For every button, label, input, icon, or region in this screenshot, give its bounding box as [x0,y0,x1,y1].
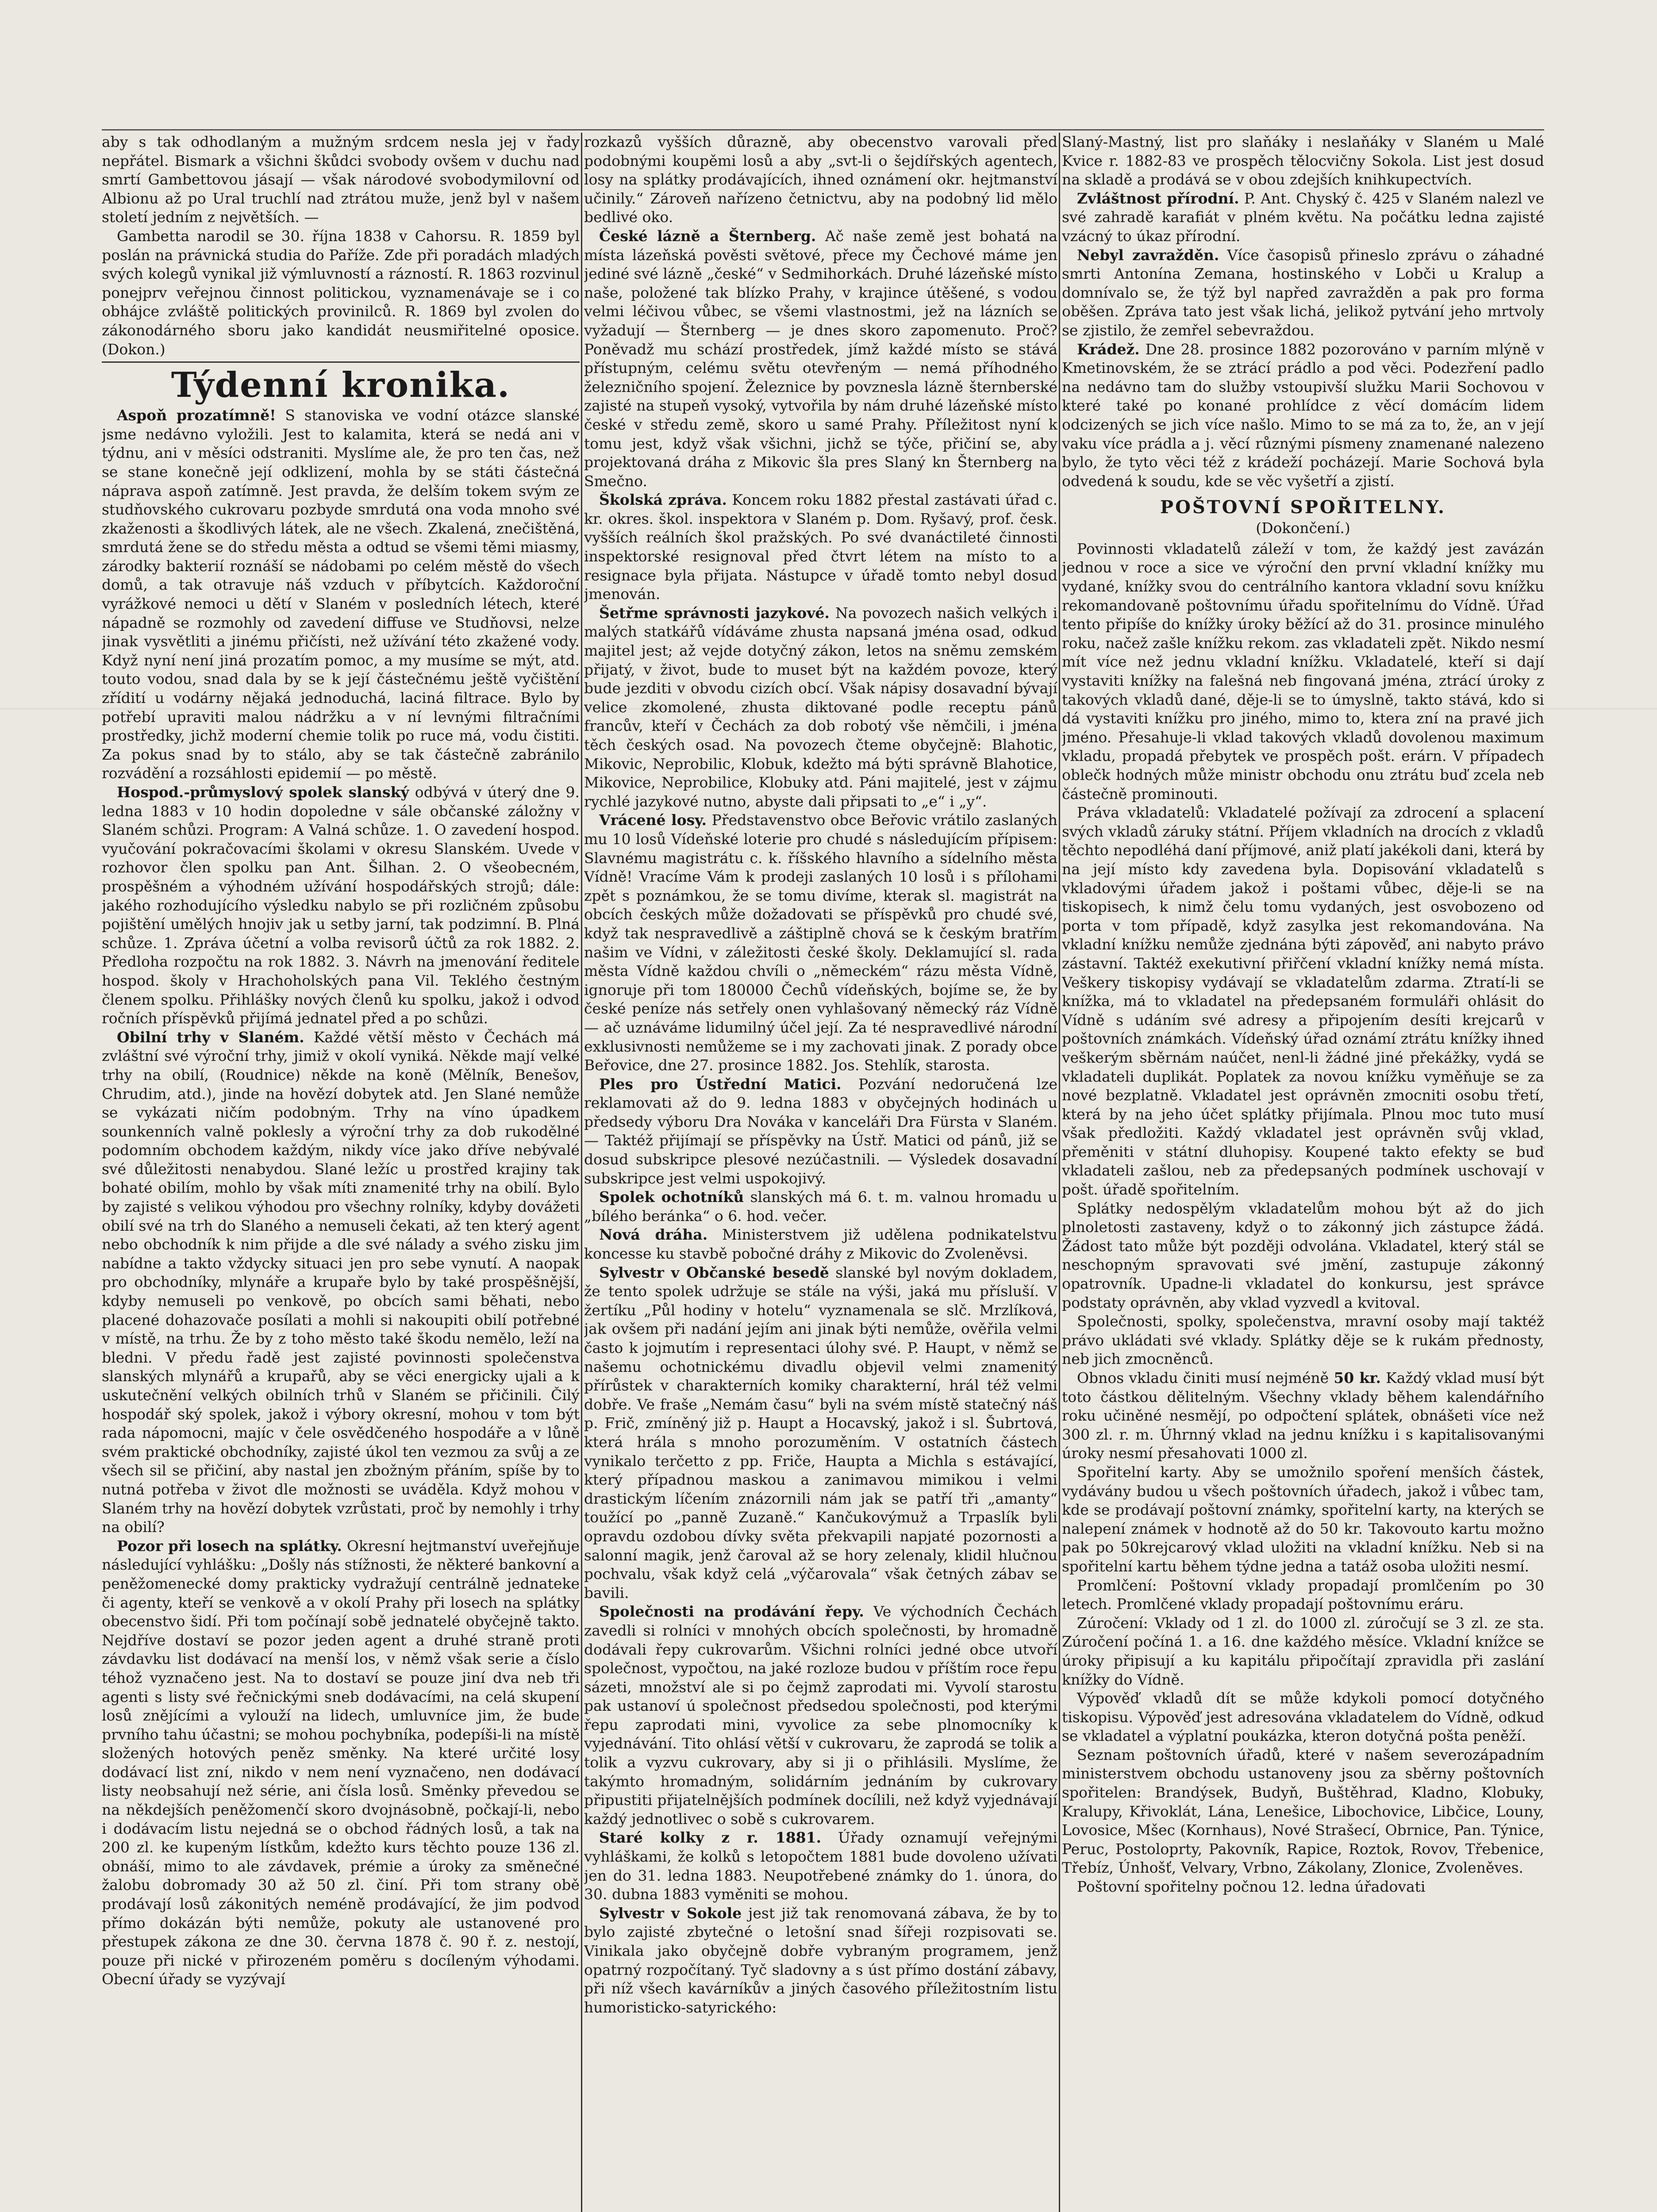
article-heading: Krádež. [1077,340,1140,358]
gambetta-bio: Gambetta narodil se 30. října 1838 v Cahorsu. R. 1859 byl poslán na právnická studia do Paříže. Zde při poradách mladých svých kolegů vynikal již výmluvností a rázností. R. 1863 rozvinul ponejprv veřejnou činnost politickou, vyznamenávaje se i co obhájce zvláště politických provinilců. R. 1869 byl zvolen do zákonodárného sboru jako kandidát neusmiřitelné oposice. (Dokon.) [102,227,580,358]
article-heading: Pozor při losech na splátky. [117,1537,342,1555]
article-sylvestr-sokol [584,1904,1057,2017]
column-rule-2 [1059,133,1060,2212]
article-ochotnici [584,1188,1057,1225]
article-ples [584,1075,1057,1188]
article-heading: Vrácené losy. [599,811,707,829]
article-heading: Spolek ochotníků [599,1188,744,1206]
article-text: Více časopisů přineslo zprávu o záhadné smrti Antonína Zemana, hostinského v Lobči u Kralup a domnívalo se, že týž byl napřed zavražděn a pak pro forma oběšen. Zpráva tato jest však lichá, jelikož pytvání jeho mrtvoly se zjistilo, že zemřel sebevraždou. [1062,246,1544,339]
article-text: S stanoviska ve vodní otázce slanské jsme nedávno vyložili. Jest to kalamita, která se nedá ani v týdnu, ani v měsíci odstraniti. Myslíme ale, že pro ten čas, než se stane konečně její odklizení, mohla by se státi částečná náprava aspoň zatímně. Jest pravda, že delším tokem svým ze studňovského cukrovaru pozbyde smrdutá ona voda mnoho své zkaženosti a škodlivých látek, ale ne všech. Zkalená, znečištěná, smrdutá žene se do středu města a odtud se všemi těmi miasmy, zárodky bakterií roznáší se nádobami po celém městě do všech domů, a tak otravuje náš vzduch v příbytcích. Každoroční vyrážkové nemoci u dětí v Slaném v posledních létech, které nápadně se rozmohly od zavedení diffuse ve Studňovsi, nelze jinak vysvětliti a jinému přičísti, než užívání této zkažené vody. Když nyní není jiná prozatím pomoc, a my musíme se mýt, atd. touto vodou, snad dala by se k její částečnému ještě vyčištění zřídití u vodárny nějaká jednoduchá, laciná filtrace. Bylo by potřebí upraviti malou nádržku a v ní levnými filtračními prostředky, jichž moderní chemie tolik po ruce má, vodu čistiti. Za pokus snad by to stálo, aby se tak částečně zabránilo rozvádění a rozsáhlosti epidemií — po městě. [102,407,580,782]
sporitelny-obnos [1062,1369,1544,1463]
article-text: slanské byl novým dokladem, že tento spolek udržuje se stále na výši, jaká mu přísluší. V žertíku „Půl hodiny v hotelu“ vyznamenala se slč. Mrzlíková, jak ovšem při nadání jejím ani jinak býti nemůže, ověřila velmi často k jojmutím i representaci úlohy své. P. Haupt, v němž se našemu ochotnickému divadlu objevil velmi znamenitý přírůstek v charakterních komiky charakterní, hrál též velmi dobře. Ve fraše „Nemám času“ byli na svém místě statečný náš p. Frič, zmíněný již p. Haupt a Hocavský, jakož i sl. Šubrtová, která hrála s mnoho porozuměním. V ostatních částech vynikalo terčetto z pp. Friče, Haupta a Michla s estávající, který případnou maskou a zanimavou mimikou i velmi drastickým líčením znázornili nám jak se patří tři „amanty“ toužící po „panně Zuzaně.“ Kančukovýmuž a Trpaslík byli opravdu ozdobou dívky světa překvapili napjaté pozornosti a salonní magik, jenž čaroval až se hory zelenaly, klidil hlučnou pochvalu, však když celá „výčarovala“ však četných zábav se bavili. [584,1263,1057,1601]
article-losy-splatky [102,1537,580,1989]
sporitelny-promlceni: Promlčení: Poštovní vklady propadají promlčením po 30 letech. Promlčené vklady propadají poštovnímu eráru. [1062,1576,1544,1613]
sporitelny-prava: Práva vkladatelů: Vkladatelé požívají za zdrocení a splacení svých vkladů záruky státní. Příjem vkladních na drocích z vkladů těchto nepodléhá daní příjmové, aniž platí jakékoli dani, která by na její místo kdy zavedena byla. Dopisování vkladatelů s vkladovými úřadem jakož i poštami vůbec, děje-li se na tiskopisech, k nimž čelu tomu vydaných, jest osvobozeno od porta v tom případě, když zasylka jest rekomandována. Na vkladní knížku nemůže zjednána býti zápověď, ani nabyto právo zástavní. Taktéž exekutivní přiřčení vkladní knížky nemá místa. Veškery tiskopisy vydávají se vkladatelům zdarma. Ztratí-li se knížka, má to vkladatel na předepsaném formuláři ohlásit do Vídně s udáním své adresy a připojením desíti krejcarů v poštovních známkách. Vídeňský úřad oznámí ztrátu knížky ihned veškerým sběrnám naúčet, nenl-li žádné jiné překážky, vydá se vkladateli duplikát. Poplatek za novou knížku vyměňuje se za nové bezplatně. Vkladatel jest oprávněn zmocniti osobu třetí, která by na jeho účet splátky přijímala. Plnou moc tuto musí však předložiti. Každý vkladatel jest oprávněn svůj vklad, přeměniti v státní dluhopisy. Koupené takto efekty se buď vkladateli zašlou, neb za předepsaných podmínek uschovají v pošt. úřadě spořitelním. [1062,804,1544,1198]
article-text: odbývá v úterý dne 9. ledna 1883 v 10 hodin dopoledne v sále občanské záložny v Slaném schůzi. Program: A Valná schůze. 1. O zavedení hospod. vyučování pokračovacími školami v okresu Slanském. Uvede v rozhovor člen spolku pan Ant. Šilhan. 2. O všeobecném, prospěšném a výhodném užívání hospodářských strojů; dále: jakého rozhodujícího výsledku nabylo se při rozličném způsobu pojištění umělých hnojiv jak u setby jarní, tak podzimní. B. Plná schůze. 1. Zpráva účetní a volba revisorů účtů za rok 1882. 2. Předloha rozpočtu na rok 1882. 3. Návrh na jmenování ředitele hospod. školy v Hrachoholských pana Vil. Teklého čestným členem spolku. Přihlášky nových členů ku spolku, jakož i odvod ročních příspěvků přijímá jednatel před a po schůzi. [102,783,580,1027]
losy-continuation: rozkazů vyšších důrazně, aby obecenstvo varovali před podobnými koupěmi losů a aby „svt-li o šejdířských agentech, losy na splátky prodávajících, ihned oznámení okr. hejtmanství učinily.“ Zároveň nařízeno četnictvu, aby na podobný lid mělo bedlivé oko. [584,133,1057,226]
article-text: Dne 28. prosince 1882 pozorováno v parním mlýně v Kmetinovském, že se ztrácí prádlo a pod věci. Podezření padlo na nedávno tam do služby vstoupivší služku Marii Sochovou v které také po konané prohlídce z věcí domácím lidem odcizených se jich více našlo. Mimo to se má za to, že, an v její vaku více prádla a j. věcí různými písmeny znamenané nalezeno bylo, že tyto věci též z krádeží pocházejí. Marie Sochová byla odvedená k soudu, kde se věc vyšetří a zjistí. [1062,340,1544,490]
gambetta-intro: aby s tak odhodlaným a mužným srdcem nesla jej v řady nepřátel. Bismark a všichni škůdci svobody ovšem v duchu nad smrtí Gambettovou jásají — však národové svobodymilovní od Albionu až po Ural truchlí nad ztrátou muže, jenž byl v našem století jedním z největších. — [102,133,580,226]
article-nebyl-zavrazden [1062,246,1544,340]
article-heading: Sylvestr v Sokole [599,1904,742,1922]
article-heading: Společnosti na prodávání řepy. [599,1603,864,1621]
kronika-heading: Týdenní kronika. [171,365,511,406]
article-zvlastnost [1062,189,1544,246]
article-heading: České lázně a Šternberg. [599,227,816,245]
sporitelny-seznam: Seznam poštovních úřadů, které v našem severozápadním ministerstvem obchodu ustanoveny jsou za sběrny poštovních spořitelen: Brandýsek, Budyň, Buštěhrad, Kladno, Klobuky, Kralupy, Křivoklát, Lána, Lenešice, Libochovice, Libčice, Louny, Lovosice, Mšec (Kornhaus), Nové Strašecí, Obrnice, Pan. Týnice, Peruc, Postoloprty, Pakovník, Rapice, Roztok, Rovov, Třebenice, Třebíz, Únhošť, Velvary, Vrbno, Zákolany, Zlonice, Zvoleněves. [1062,1746,1544,1877]
obnos-text-cont: Každý vklad musí být toto částkou dělitelným. Všechny vklady během kalendářního roku učiněné nesmějí, po odpočtení splátek, obnášeti více než 300 zl. r. m. Úhrnný vklad na jednu knížku i s kapitalisovanými úroky nesmí přesahovati 1000 zl. [1062,1369,1544,1462]
column-1 [102,133,580,2212]
article-skolska-zprava [584,491,1057,604]
article-text: Pozvání nedoručená lze reklamovati až do 9. ledna 1883 v obyčejných hodinách u předsedy výboru Dra Nováka v kanceláři Dra Fürsta v Slaném. — Taktéž přijímají se příspěvky na Ústř. Matici od pánů, již se dosud subskripce plesové nezúčastnili. — Výsledek dosavadní subskripce jest velmi uspokojivý. [584,1075,1057,1187]
article-sylvestr-beseda [584,1263,1057,1603]
column-3 [1062,133,1544,2212]
column-2 [584,133,1057,2212]
article-vracene-losy [584,811,1057,1075]
article-text: Ač naše země jest bohatá na místa lázeňská pověsti světové, přece my Čechové máme jen jediné své lázně „české“ v Sedmihorkách. Druhé lázeňské místo naše, položené tak blízko Prahy, v krajince útěšené, s vodou velmi léčivou vůbec, se všemi vlastnostmi, jež na lázních se vyžadují — Šternberg — je dnes skoro zapomenuto. Proč? Poněvadž mu schází prostředek, jímž každé místo se stává přístupným, celému světu otevřeným — nemá příhodného železničního spojení. Železnice by povznesla lázně šternberské zajisté na stupeň vysoký, vytvořila by nám druhé lázeňské místo české v středu země, skoro u samé Prahy. Příležitost nyní k tomu jest, když však všichni, jichž se týče, přičiní se, aby projektovaná dráha z Mikovic šla pres Slaný kn Šternberg na Smečno. [584,227,1057,490]
section-divider [102,361,580,363]
sporitelny-splatky: Splátky nedospělým vkladatelům mohou být až do jich plnoletosti zastaveny, když o to zákonný jich zástupce žádá. Žádost tato může být později odvolána. Vkladatel, který stál se neschopným spravovati své jmění, zastupuje zákonný opatrovník. Upadne-li vkladatel do konkursu, jest správce podstaty oprávněn, aby vklad vyzvedl a kvitoval. [1062,1199,1544,1311]
sporitelny-zuroceni: Zúročení: Vklady od 1 zl. do 1000 zl. zúročují se 3 zl. ze sta. Zúročení počíná 1. a 16. dne každého měsíce. Vkladní knížce se úroky připisují a ku kapitálu připočítají zpravidla při zaslání knížky do Vídně. [1062,1614,1544,1688]
article-heading: Nebyl zavražděn. [1077,246,1219,264]
sporitelny-karty: Spořitelní karty. Aby se umožnilo spoření menších částek, vydávány budou u všech poštovních úřadech, jakož i vůbec tam, kde se prodávají poštovní známky, spořitelní karty, na kterých se nalepení známek v hodnotě až do 50 kr. Takovouto kartu možno pak po 50krejcarový vklad uložiti na vkladní knížku. Neb si na spořitelní kartu během týdne jedna a tatáž osoba uložiti nesmí. [1062,1463,1544,1575]
column-rule-1 [581,133,582,2212]
article-heading: Obilní trhy v Slaném. [117,1028,304,1046]
article-text: P. Ant. Chyský č. 425 v Slaném nalezl ve své zahradě karafiát v plném květu. Na počátku ledna zajisté vzácný to úkaz přírodní. [1062,189,1544,245]
article-text: Každé větší město v Čechách má zvláštní své výroční trhy, jimiž v okolí vyniká. Někde mají velké trhy na obilí, (Roudnice) někde na koně (Mělník, Benešov, Chrudim, atd.), jinde na hovězí dobytek atd. Jen Slané nemůže se vykázati ničím podobným. Trhy na víno úpadkem sounkenních valně poklesly a výroční trhy za dob rukodělné podomním obchodem každým, nikdy více jako dříve nebývalé své důležitosti nenabydou. Slané ležíc u prostřed krajiny tak bohaté obilím, mohlo by však míti znamenité trhy na obilí. Bylo by zajisté s velikou výhodou pro všechny rolníky, kdyby dovážeti obilí své na trh do Slaného a nemuseli čekati, až ten který agent nebo obchodník k nim přijde a dle své nálady a svého zisku jim nabídne a takto vždycky situaci jen pro sebe vynutí. A naopak pro obchodníky, mlynáře a krupaře bylo by také prospěšnější, kdyby nemuseli po venkově, po obcích sami běhati, nebo placené dohazovače posílati a mohli si nakoupiti obilí potřebné v místě, na trhu. Že by z toho město také škodu nemělo, leží na bledni. V předu řadě jest zajisté povinnosti společenstva slanských mlynářů a krupařů, aby se věci energicky ujali a k uskutečnění velkých obilních trhů v Slaném se přičinili. Čilý hospodář ský spolek, jakož i výbory okresní, mohou v tom být rada nápomocni, majíc v čele osvědčeného hospodáře a v lůně svém praktické obchodníky, zajisté úkol ten vezmou za svůj a ze všech sil se přičiní, aby nastal jen zbožným přáním, spíše by to nutná potřeba v život dle možnosti se uváděla. Když mohou v Slaném trhy na hovězí dobytek vzrůstati, proč by nemohly i trhy na obilí? [102,1028,580,1536]
section-title-sporitelny: POŠTOVNÍ SPOŘITELNY. [1160,497,1446,518]
article-lazne [584,227,1057,491]
article-obilni-trhy [102,1028,580,1537]
article-text: jest již tak renomovaná zábava, že by to bylo zajisté zbytečné o letošní snad šířeji rozpisovati se. Vinikala jako obyčejně dobře vybraným programem, jenž opatrný rozpočítaný. Tyč sladovny a s úst přímo dostání zábavy, při níž všech kavárníkův a jiných časového příležitostním listu humoristicko-satyrického: [584,1904,1057,2016]
article-text: Ministerstvem již udělena podnikatelstvu koncesse ku stavbě pobočné dráhy z Mikovic do Zvoleněvsi. [584,1226,1057,1263]
article-nova-draha [584,1225,1057,1263]
article-water [102,406,580,783]
sokol-continuation: Slaný-Mastný, list pro slaňáky i neslaňáky v Slaném u Malé Kvice r. 1882-83 ve prospěch tělocvičny Sokola. List jest dosud na skladě a prodává se v obou zdejších knihkupectvích. [1062,133,1544,188]
section-subtitle: (Dokončení.) [1256,519,1350,537]
article-heading: Šetřme správnosti jazykové. [599,604,830,622]
obnos-text: Obnos vkladu činiti musí nejméně [1077,1369,1329,1386]
top-rule [102,129,1544,131]
article-heading: Aspoň prozatímně! [117,407,276,424]
article-text: Na povozech našich velkých i malých statkářů vídáváme zhusta napsaná jména osad, odkud majitel jest; až vejde dotyčný zákon, letos na sněmu zemském přijatý, v život, bude to muset být na každém povoze, který bude jezditi v obvodu cizích obcí. Však nápisy dosavadní bývají velice zkomolené, zhusta diktované podle receptu pánů francův, kteří v Čechách za dob robotý vše němčili, i jména těch českých osad. Na povozech čteme obyčejně: Blahotic, Mikovic, Neprobilic, Klobuk, kdežto má býti správně Blahotice, Mikovice, Neprobilice, Klobuky atd. Páni majitelé, jest v zájmu rychlé jazykové nutno, abyste dali připsati to „e“ i „y“. [584,604,1057,810]
article-text: Představenstvo obce Beřovic vrátilo zaslaných mu 10 losů Vídeňské loterie pro chudé s následujícím přípisem: Slavnému magistrátu c. k. říšského hlavního a sídelního města Vídně! Vracíme Vám k prodeji zaslaných 10 losů i s přílohami zpět s poznámkou, že se tomu divíme, kterak sl. magistrát na obcích českých může dožadovati se příspěvků pro chudé své, když tak nespravedlivě a záštiplně chová se k českým bratřím našim ve Vídni, v záležitosti české školy. Deklamující sl. rada města Vídně každou chvíli o „německém“ rázu města Vídně, ignoruje při tom 180000 Čechů vídeňských, bojíme se, že by české peníze nás setřely onen vyhlašovaný německý ráz Vídně — ač uznáváme lidumilný účel její. Za té nespravedlivé národní exklusivnosti nemůžeme se i my zachovati jinak. Z porady obce Beřovice, dne 27. prosince 1882. Jos. Stehlík, starosta. [584,811,1057,1074]
article-kolky [584,1828,1057,1904]
article-heading: Nová dráha. [599,1226,708,1244]
article-heading: Zvláštnost přírodní. [1077,189,1239,207]
article-heading: Sylvestr v Občanské besedě [599,1263,829,1281]
obnos-amount: 50 kr. [1334,1369,1381,1386]
sporitelny-vypoved: Výpověď vkladů dít se může kdykoli pomocí dotyčného tiskopisu. Výpověď jest adresována vkladatelem do Vídně, odkud se vkladatel a výplatní poukázka, kteron dotyčná pošta peněží. [1062,1690,1544,1745]
article-jazyk [584,604,1057,811]
article-heading: Staré kolky z r. 1881. [599,1829,822,1847]
article-repa [584,1602,1057,1828]
article-text: Okresní hejtmanství uveřejňuje následující vyhlášku: „Došly nás stížnosti, že některé bankovní a peněžomenecké domy prakticky vydražují centrálně jednateke či agenty, kteří se venkově a v okolí Prahy při losech na splátky obecenstvo šidí. Při tom počínají sobě jednatelé obyčejně takto. Nejdříve dostaví se pozor jeden agent a druhé straně proti závdavku list dodávací na menší los, v němž však serie a číslo téhož vyznačeno jest. Na to dostaví se pouze jiní dva neb tři agenti s listy své řečnickými sneb dodávacími, na celá skupení losů znějícími a vylouží na lidech, umluvníce jim, že bude prvního tahu účastni; se mohou pochybníka, podepíši-li na místě složených hotových peněz směnky. Na které určité losy dodávací list zní, nikdo v nem není vyznačeno, nen dodávací listy neobsahují než série, ani čísla losů. Směnky převedou se na někdejších peněžomenčí skoro dvojnásobně, počkají-li, nebo i dodávacím listu nejedná se o obchod řádných losů, a tak na 200 zl. ke kupeným lístkům, kdežto kurs těchto pouze 136 zl. obnáší, mimo to ale závdavek, prémie a úroky za směnečné žalobu dobromady 30 až 50 zl. činí. Při tom strany obě prodávají losů zákonitých neméně prodávající, že jim podvod přímo dokázán býti nemůže, pokuty ale ustanovené pro přestupek zákona ze dne 30. června 1878 č. 90 ř. z. nestojí, pouze při nické v přirozeném poměru s docíleným výhodami. Obecní úřady se vyzývají [102,1537,580,1988]
article-heading: Hospod.-průmyslový spolek slanský [117,783,409,801]
article-kradez [1062,340,1544,491]
sporitelny-povinnosti: Povinnosti vkladatelů záleží v tom, že každý jest zavázán jednou v roce a sice ve výroční den první vkladní knížky mu vydané, knížky svou do centrálního kantora vkladní sovu knížku rekomandovaně poštovnímu úřadu spořitelnímu do Vídně. Úřad tento připíše do knížky úroky běžící až do 31. prosince minulého roku, načež zašle knížku rekom. zas vkladateli zpět. Nikdo nesmí mít více než jednu vkladní knížku. Vkladatelé, kteří si dají vystaviti knížky na falešná neb fingovaná jména, ztrácí úroky z takových vkladů dané, děje-li se to úmyslně, takto stává, kdo si dá vystaviti knížku pro jiného, mimo to, ktera zní na pravé jich jméno. Přesahuje-li vklad takových vkladů dovolenou maximum vkladu, propadá přebytek ve prospěch pošt. erárn. V případech oblečk hodných může ministr obchodu onu ztrátu buď zcela neb částečně prominouti. [1062,540,1544,803]
article-text: slanských má 6. t. m. valnou hromadu u „bílého beránka“ o 6. hod. večer. [584,1188,1057,1225]
article-text: Koncem roku 1882 přestal zastávati úřad c. kr. okres. škol. inspektora v Slaném p. Dom. Ryšavý, prof. česk. vyšších reálních škol pražských. Po své dvanáctileté činnosti inspektorské resignoval před čtvrt létem na místo to a resignace byla přijata. Nástupce v úřadě tomto nebyl dosud jmenován. [584,491,1057,603]
article-heading: Školská zpráva. [599,491,727,509]
sporitelny-spolecnosti: Společnosti, spolky, společenstva, mravní osoby mají taktéž právo ukládati své vklady. Splátky děje se k rukám přednosty, neb jich zmocněnců. [1062,1313,1544,1368]
article-hospodarsky-spolek [102,783,580,1028]
article-text: Úřady oznamují veřejnými vyhláškami, že kolků s letopočtem 1881 bude dovoleno užívati jen do 31. ledna 1883. Neupotřebené známky do 1. února, do 30. dubna 1883 vyměniti se mohou. [584,1829,1057,1903]
article-heading: Ples pro Ústřední Matici. [599,1075,842,1093]
article-text: Ve východních Čechách zavedli si rolníci v mnohých obcích společnosti, by hromadně dodávali řepy cukrovarům. Všichni rolníci jedné obce utvoří společnost, vypočtou, na jaké rozloze budou v příštím roce řepu sázeti, množství ale si po čejmž zaprodati mi. Vyvolí starostu pak ustanoví ú společnost předsedou společnosti, pod kterými řepu zaprodati mini, vyvolice za sebe plnomocníky k vyjednávání. Tito ohlásí větší v cukrovaru, že zaprodá se tolik a tolik a vyzvu cukrovary, aby si ji o přihlásili. Myslíme, že takýmto hromadným, solidárním jednáním by cukrovary připustiti přijatelnějších podmínek docílili, než když vyjednávají každý jednotlivec o sobě s cukrovarem. [584,1603,1057,1828]
sporitelny-zaver: Poštovní spořitelny počnou 12. ledna úřadovati [1077,1878,1426,1896]
